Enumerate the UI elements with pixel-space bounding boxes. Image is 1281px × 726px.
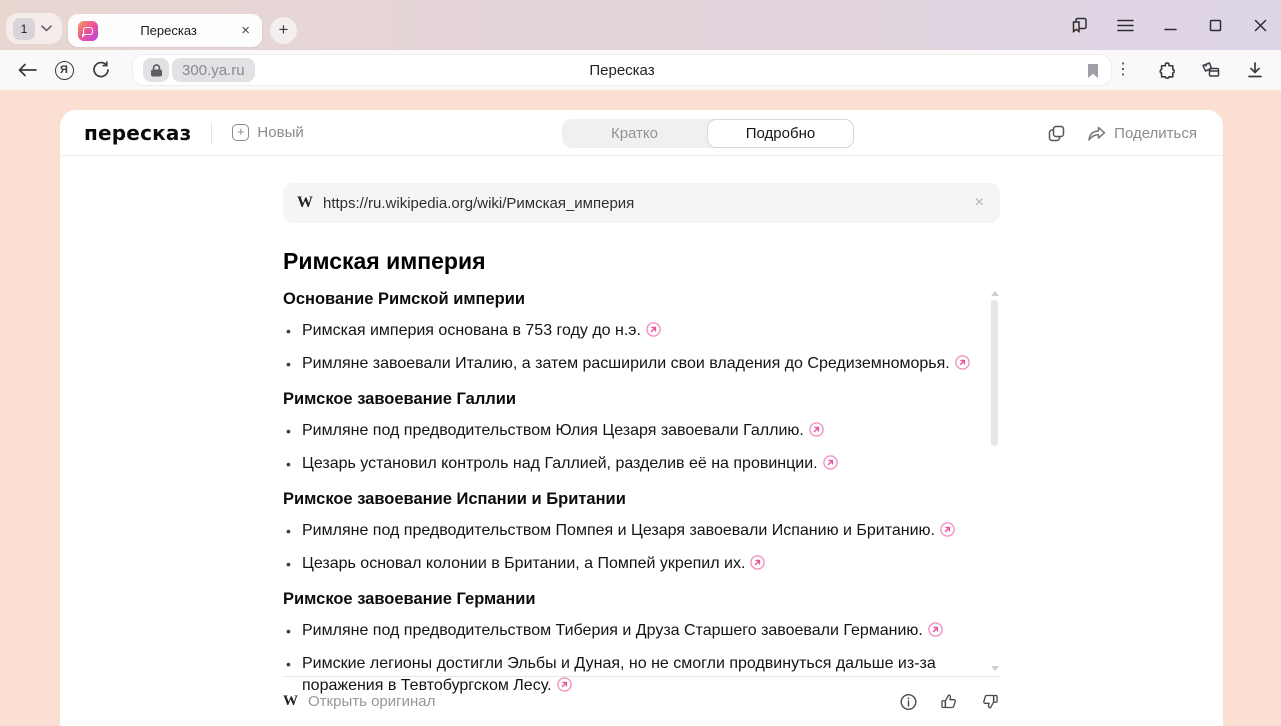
source-url-text: https://ru.wikipedia.org/wiki/Римская_империя — [323, 194, 635, 212]
page-background — [0, 90, 1281, 726]
domain-pill[interactable]: 300.ya.ru — [172, 58, 255, 82]
collections-icon[interactable] — [1201, 60, 1221, 80]
address-bar-page-title: Пересказ — [589, 61, 655, 79]
bullet-list — [283, 520, 1000, 575]
source-url-input[interactable] — [283, 183, 1000, 223]
toggle-brief[interactable]: Кратко — [610, 125, 659, 142]
pereskaz-favicon-icon — [78, 21, 98, 41]
summary-bullet — [283, 553, 1000, 575]
new-summary-button[interactable] — [232, 124, 303, 141]
close-window-icon[interactable] — [1251, 16, 1269, 34]
bullet-text: Римская империя основана в 753 году до н.э. — [302, 322, 641, 339]
plus-icon: + — [232, 124, 249, 141]
clear-url-icon[interactable]: × — [974, 194, 984, 211]
source-link-icon[interactable] — [750, 555, 765, 570]
summary-content — [283, 156, 1000, 697]
bullet-text: Римляне под предводительством Тиберия и Друза Старшего завоевали Германию. — [302, 622, 923, 639]
tab-bar — [0, 0, 1281, 50]
summary-bullet — [283, 420, 1000, 442]
bullet-list — [283, 420, 1000, 475]
source-link-icon[interactable] — [940, 522, 955, 537]
section-heading: Основание Римской империи — [283, 290, 526, 308]
address-bar[interactable] — [132, 54, 1112, 86]
content-footer — [283, 676, 1000, 726]
tab-close-icon[interactable]: × — [241, 22, 250, 39]
summary-bullet — [283, 620, 1000, 642]
tab-pereskaz[interactable] — [68, 14, 262, 47]
more-menu-icon[interactable]: ⋮ — [1115, 61, 1131, 78]
scroll-up-arrow-icon[interactable] — [991, 291, 999, 296]
copy-icon[interactable] — [1048, 125, 1065, 142]
bullet-text: Римляне под предводительством Помпея и Цезаря завоевали Испанию и Британию. — [302, 522, 935, 539]
share-button[interactable] — [1087, 125, 1197, 142]
scrollbar-thumb[interactable] — [991, 300, 998, 446]
open-original-link[interactable]: Открыть оригинал — [308, 693, 436, 710]
side-panels-icon[interactable] — [1071, 16, 1089, 34]
bookmark-flag-icon[interactable] — [1087, 63, 1099, 84]
maximize-icon[interactable] — [1206, 16, 1224, 34]
source-link-icon[interactable] — [955, 355, 970, 370]
pereskaz-app-card — [60, 110, 1223, 726]
bullet-text: Цезарь установил контроль над Галлией, разделив её на провинции. — [302, 455, 818, 472]
info-icon[interactable] — [898, 692, 918, 712]
bullet-text: Цезарь основал колонии в Британии, а Помпей укрепил их. — [302, 555, 746, 572]
section-heading: Римское завоевание Галлии — [283, 390, 517, 408]
back-icon[interactable] — [17, 60, 37, 80]
thumbs-down-icon[interactable] — [980, 692, 1000, 712]
reload-icon[interactable] — [91, 60, 111, 80]
section-heading: Римское завоевание Германии — [283, 590, 536, 608]
bullet-text: Римские легионы достигли Эльбы и Дуная, но не смогли продвинуться дальше из-за поражения в Тевтобургском Лесу. — [302, 655, 936, 694]
content-scrollbar[interactable] — [990, 291, 1000, 671]
summary-sections — [283, 290, 1000, 697]
window-controls — [1071, 0, 1269, 50]
new-summary-label: Новый — [257, 124, 304, 141]
new-tab-button[interactable]: + — [270, 17, 297, 44]
summary-bullet — [283, 353, 1000, 375]
source-link-icon[interactable] — [928, 622, 943, 637]
lock-icon[interactable] — [143, 58, 169, 82]
wikipedia-icon: W — [297, 194, 313, 211]
tab-counter[interactable] — [6, 13, 62, 44]
wikipedia-icon: W — [283, 693, 298, 709]
source-link-icon[interactable] — [823, 455, 838, 470]
mode-toggle — [562, 119, 854, 148]
app-header — [60, 110, 1223, 156]
source-link-icon[interactable] — [646, 322, 661, 337]
section-heading: Римское завоевание Испании и Британии — [283, 490, 626, 508]
downloads-icon[interactable] — [1245, 60, 1265, 80]
summary-bullet — [283, 320, 1000, 342]
chevron-down-icon — [41, 25, 52, 32]
summary-bullet — [283, 520, 1000, 542]
header-divider — [211, 123, 212, 143]
bullet-text: Римляне под предводительством Юлия Цезаря завоевали Галлию. — [302, 422, 804, 439]
summary-bullet — [283, 453, 1000, 475]
source-link-icon[interactable] — [809, 422, 824, 437]
toolbar-right-icons — [1113, 50, 1281, 90]
share-icon — [1087, 125, 1106, 142]
pereskaz-logo: пересказ — [84, 120, 192, 145]
header-actions — [1048, 110, 1197, 156]
yandex-icon[interactable]: Я — [54, 60, 74, 80]
tab-title: Пересказ — [140, 23, 197, 38]
browser-toolbar — [0, 50, 1281, 90]
bullet-text: Римляне завоевали Италию, а затем расширили свои владения до Средиземноморья. — [302, 355, 950, 372]
scroll-down-arrow-icon[interactable] — [991, 666, 999, 671]
bullet-list — [283, 320, 1000, 375]
feedback-icons — [898, 692, 1000, 712]
extensions-puzzle-icon[interactable] — [1157, 60, 1177, 80]
toggle-detailed[interactable]: Подробно — [707, 119, 854, 148]
tab-count-badge: 1 — [13, 18, 35, 40]
article-title: Римская империя — [283, 248, 486, 274]
menu-icon[interactable] — [1116, 16, 1134, 34]
thumbs-up-icon[interactable] — [939, 692, 959, 712]
share-label: Поделиться — [1114, 124, 1197, 142]
minimize-icon[interactable] — [1161, 16, 1179, 34]
